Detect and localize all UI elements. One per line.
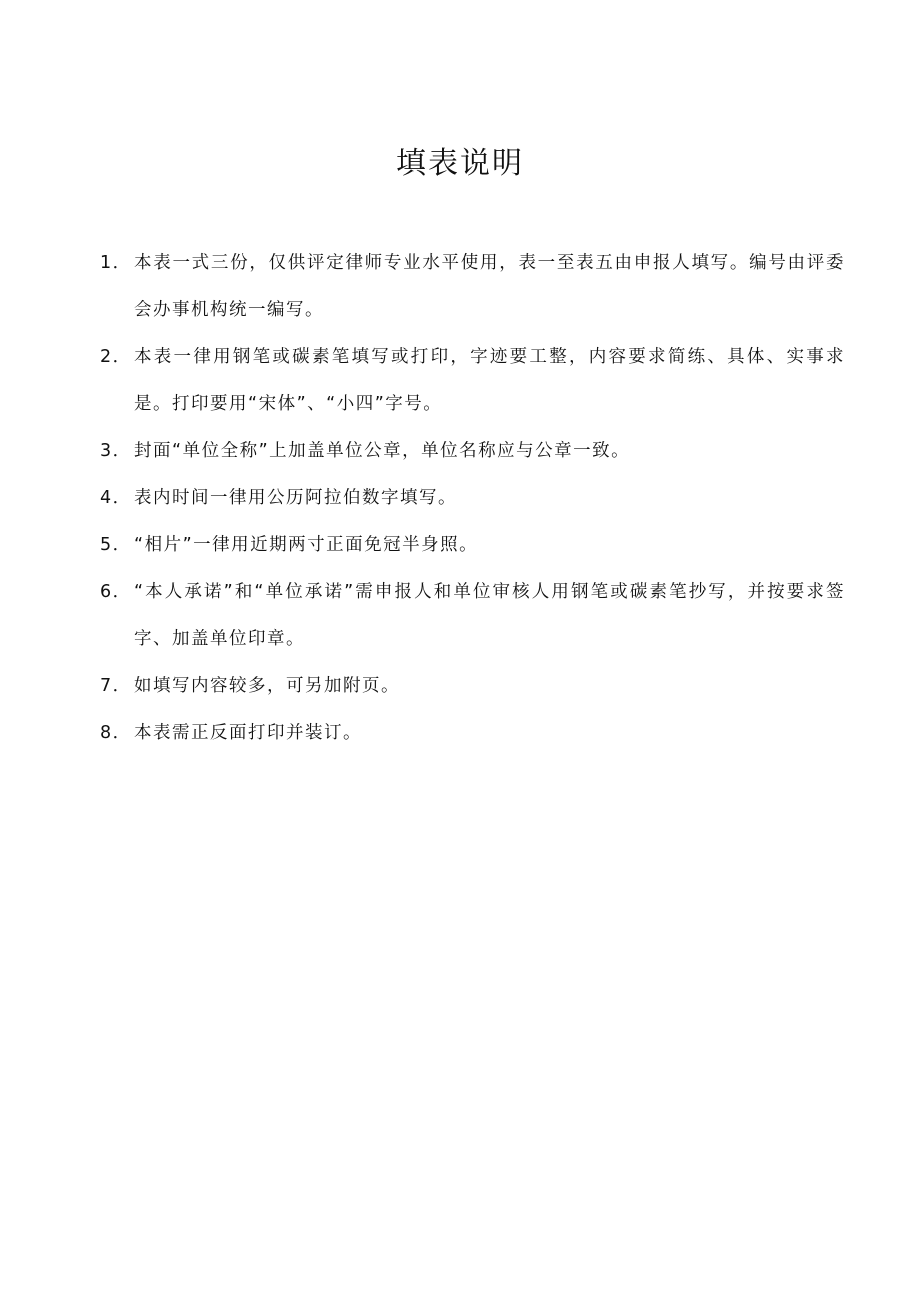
item-number: 7． — [100, 676, 132, 696]
item-text: 表内时间一律用公历阿拉伯数字填写。 — [134, 488, 457, 508]
item-text: “相片”一律用近期两寸正面免冠半身照。 — [134, 535, 479, 555]
instruction-item-1 — [100, 240, 845, 334]
item-text: 封面“单位全称”上加盖单位公章，单位名称应与公章一致。 — [134, 441, 631, 461]
item-number: 2． — [100, 347, 132, 367]
item-text: 本表一律用钢笔或碳素笔填写或打印，字迹要工整，内容要求简练、具体、实事求是。打印要用“宋体”、“小四”字号。 — [134, 347, 845, 414]
instruction-list — [100, 240, 845, 757]
instruction-item-5 — [100, 522, 845, 569]
item-number: 4． — [100, 488, 132, 508]
item-number: 6． — [100, 582, 132, 602]
item-text: “本人承诺”和“单位承诺”需申报人和单位审核人用钢笔或碳素笔抄写，并按要求签字、加盖单位印章。 — [134, 582, 845, 649]
item-text: 本表一式三份，仅供评定律师专业水平使用，表一至表五由申报人填写。编号由评委会办事机构统一编写。 — [134, 253, 845, 320]
instruction-item-7 — [100, 663, 845, 710]
instruction-item-2 — [100, 334, 845, 428]
page-title: 填表说明 — [396, 146, 524, 181]
instruction-item-6 — [100, 569, 845, 663]
item-number: 5． — [100, 535, 132, 555]
instruction-item-3 — [100, 428, 845, 475]
item-text: 如填写内容较多，可另加附页。 — [134, 676, 400, 696]
instruction-item-4 — [100, 475, 845, 522]
item-number: 3． — [100, 441, 132, 461]
instruction-item-8 — [100, 710, 845, 757]
item-number: 8． — [100, 723, 132, 743]
item-text: 本表需正反面打印并装订。 — [134, 723, 362, 743]
item-number: 1． — [100, 253, 132, 273]
